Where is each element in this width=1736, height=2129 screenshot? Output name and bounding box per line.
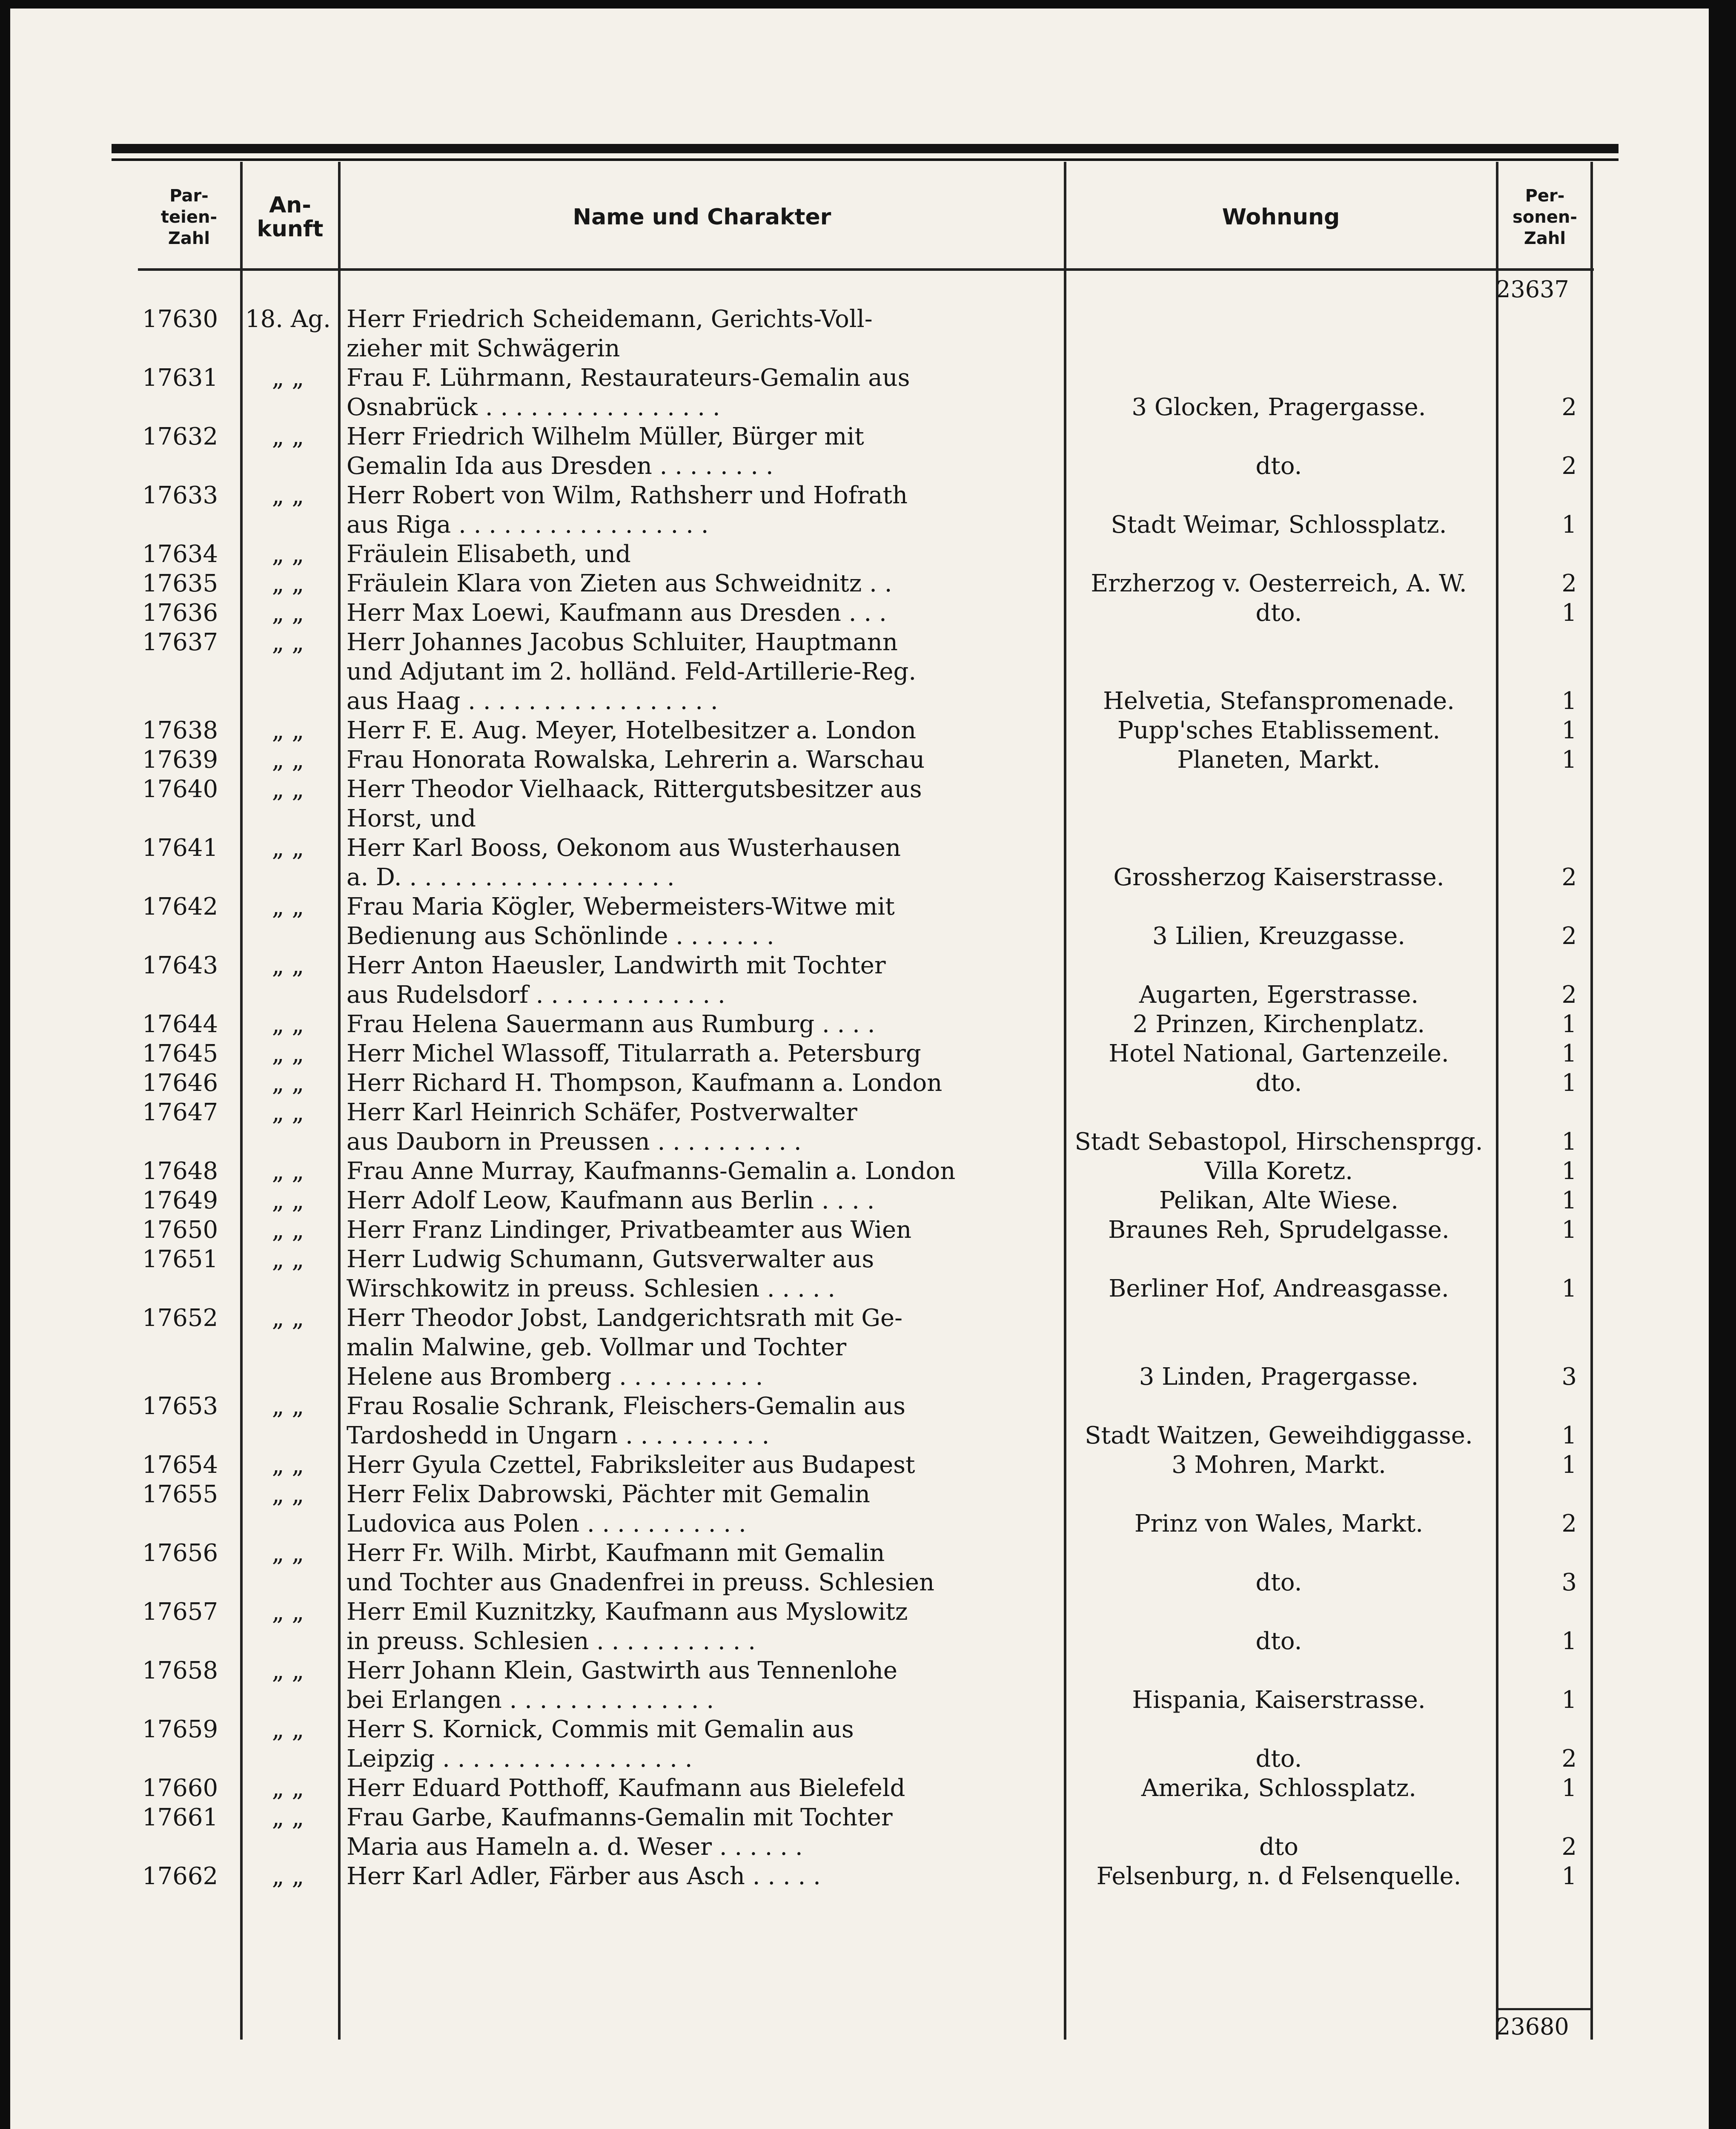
- name-cell: aus Haag . . . . . . . . . . . . . . . . .: [347, 687, 718, 715]
- name-cell: Tardoshedd in Ungarn . . . . . . . . . .: [347, 1422, 770, 1449]
- table-row: [10, 1392, 1709, 1421]
- party-number-cell: 17661: [142, 1804, 218, 1831]
- persons-cell: 1: [1561, 1627, 1577, 1655]
- table-row: [10, 1274, 1709, 1303]
- party-number-cell: 17659: [142, 1716, 218, 1743]
- persons-cell: 1: [1561, 717, 1577, 744]
- address-cell: dto.: [1255, 1569, 1302, 1596]
- name-cell: Herr Johann Klein, Gastwirth aus Tennenlohe: [347, 1657, 897, 1684]
- header-bottom-rule: [138, 268, 1594, 271]
- persons-cell: 1: [1561, 1010, 1577, 1038]
- table-row: [10, 1186, 1709, 1215]
- arrival-cell: „ „: [272, 1598, 304, 1626]
- table-row: [10, 1685, 1709, 1715]
- arrival-cell: „ „: [272, 599, 304, 627]
- party-number-cell: 17647: [142, 1099, 218, 1126]
- name-cell: Frau Honorata Rowalska, Lehrerin a. Warschau: [347, 746, 925, 774]
- arrival-cell: „ „: [272, 1157, 304, 1185]
- table-row: [10, 775, 1709, 804]
- name-cell: Herr Richard H. Thompson, Kaufmann a. London: [347, 1069, 942, 1097]
- address-cell: Grossherzog Kaiserstrasse.: [1113, 864, 1444, 891]
- arrival-cell: „ „: [272, 1392, 304, 1420]
- persons-cell: 2: [1561, 981, 1577, 1009]
- name-cell: aus Riga . . . . . . . . . . . . . . . . .: [347, 511, 709, 539]
- header-name: Name und Charakter: [573, 204, 831, 230]
- table-row: [10, 1303, 1709, 1333]
- persons-cell: 1: [1561, 1216, 1577, 1244]
- party-number-cell: 17643: [142, 952, 218, 979]
- name-cell: Osnabrück . . . . . . . . . . . . . . . .: [347, 393, 720, 421]
- table-row: [10, 1010, 1709, 1039]
- name-cell: Herr Anton Haeusler, Landwirth mit Tochter: [347, 952, 886, 979]
- table-row: [10, 1215, 1709, 1245]
- table-row: [10, 304, 1709, 334]
- name-cell: Bedienung aus Schönlinde . . . . . . .: [347, 922, 774, 950]
- persons-cell: 1: [1561, 1422, 1577, 1449]
- arrival-cell: „ „: [272, 893, 304, 921]
- table-row: [10, 892, 1709, 921]
- persons-cell: 1: [1561, 1862, 1577, 1890]
- persons-cell: 2: [1561, 452, 1577, 480]
- total-start: 23637: [1496, 276, 1569, 303]
- party-number-cell: 17649: [142, 1187, 218, 1214]
- party-number-cell: 17633: [142, 482, 218, 509]
- address-cell: Augarten, Egerstrasse.: [1139, 981, 1419, 1009]
- table-row: [10, 686, 1709, 716]
- persons-cell: 2: [1561, 864, 1577, 891]
- name-cell: Herr Johannes Jacobus Schluiter, Hauptmann: [347, 628, 898, 656]
- party-number-cell: 17635: [142, 570, 218, 597]
- arrival-cell: „ „: [272, 1187, 304, 1214]
- name-cell: aus Dauborn in Preussen . . . . . . . . . .: [347, 1128, 802, 1156]
- address-cell: 3 Mohren, Markt.: [1172, 1451, 1386, 1479]
- table-row: [10, 1597, 1709, 1627]
- table-row: [10, 1362, 1709, 1392]
- table-row: [10, 1744, 1709, 1773]
- address-cell: Stadt Sebastopol, Hirschensprgg.: [1074, 1128, 1483, 1156]
- address-cell: 3 Lilien, Kreuzgasse.: [1152, 922, 1406, 950]
- party-number-cell: 17662: [142, 1862, 218, 1890]
- table-row: [10, 1450, 1709, 1480]
- table-row: [10, 1480, 1709, 1509]
- name-cell: bei Erlangen . . . . . . . . . . . . . .: [347, 1686, 714, 1714]
- arrival-cell: „ „: [272, 364, 304, 392]
- address-cell: Planeten, Markt.: [1177, 746, 1381, 774]
- address-cell: Hispania, Kaiserstrasse.: [1132, 1686, 1426, 1714]
- arrival-cell: „ „: [272, 775, 304, 803]
- address-cell: Villa Koretz.: [1204, 1157, 1353, 1185]
- name-cell: Maria aus Hameln a. d. Weser . . . . . .: [347, 1833, 803, 1861]
- table-row: [10, 628, 1709, 657]
- party-number-cell: 17642: [142, 893, 218, 921]
- document-page: [10, 9, 1709, 2129]
- party-number-cell: 17640: [142, 775, 218, 803]
- party-number-cell: 17650: [142, 1216, 218, 1244]
- address-cell: 2 Prinzen, Kirchenplatz.: [1132, 1010, 1425, 1038]
- address-cell: Felsenburg, n. d Felsenquelle.: [1096, 1862, 1461, 1890]
- name-cell: Herr Friedrich Wilhelm Müller, Bürger mit: [347, 423, 864, 450]
- party-number-cell: 17656: [142, 1539, 218, 1567]
- header-address: Wohnung: [1222, 204, 1340, 230]
- arrival-cell: 18. Ag.: [245, 305, 331, 333]
- arrival-cell: „ „: [272, 628, 304, 656]
- name-cell: Herr Karl Booss, Oekonom aus Wusterhausen: [347, 834, 901, 862]
- table-row: [10, 510, 1709, 539]
- address-cell: Amerika, Schlossplatz.: [1141, 1774, 1417, 1802]
- persons-cell: 2: [1561, 1510, 1577, 1538]
- arrival-cell: „ „: [272, 746, 304, 774]
- party-number-cell: 17645: [142, 1040, 218, 1067]
- name-cell: Frau F. Lührmann, Restaurateurs-Gemalin aus: [347, 364, 910, 392]
- arrival-cell: „ „: [272, 1069, 304, 1097]
- persons-cell: 3: [1561, 1363, 1577, 1391]
- name-cell: Frau Helena Sauermann aus Rumburg . . . .: [347, 1010, 875, 1038]
- name-cell: Herr Eduard Potthoff, Kaufmann aus Bielefeld: [347, 1774, 905, 1802]
- address-cell: dto.: [1255, 1745, 1302, 1773]
- name-cell: Leipzig . . . . . . . . . . . . . . . . .: [347, 1745, 693, 1773]
- arrival-cell: „ „: [272, 952, 304, 979]
- name-cell: Frau Garbe, Kaufmanns-Gemalin mit Tochter: [347, 1804, 893, 1831]
- name-cell: Herr Fr. Wilh. Mirbt, Kaufmann mit Gemalin: [347, 1539, 885, 1567]
- table-row: [10, 1245, 1709, 1274]
- name-cell: malin Malwine, geb. Vollmar und Tochter: [347, 1334, 847, 1361]
- address-cell: Pupp'sches Etablissement.: [1117, 717, 1441, 744]
- table-row: [10, 1715, 1709, 1744]
- table-row: [10, 539, 1709, 569]
- party-number-cell: 17644: [142, 1010, 218, 1038]
- arrival-cell: „ „: [272, 1040, 304, 1067]
- persons-cell: 2: [1561, 393, 1577, 421]
- name-cell: Herr Michel Wlassoff, Titularrath a. Petersburg: [347, 1040, 921, 1067]
- persons-cell: 1: [1561, 511, 1577, 539]
- persons-cell: 2: [1561, 570, 1577, 597]
- table-row: [10, 1862, 1709, 1891]
- table-row: [10, 804, 1709, 833]
- arrival-cell: „ „: [272, 1216, 304, 1244]
- table-row: [10, 1127, 1709, 1156]
- persons-cell: 1: [1561, 1451, 1577, 1479]
- table-row: [10, 716, 1709, 745]
- name-cell: zieher mit Schwägerin: [347, 335, 620, 362]
- name-cell: Gemalin Ida aus Dresden . . . . . . . .: [347, 452, 773, 480]
- header-party-number: Par- teien- Zahl: [160, 186, 218, 248]
- table-row: [10, 569, 1709, 598]
- persons-cell: 1: [1561, 687, 1577, 715]
- party-number-cell: 17638: [142, 717, 218, 744]
- persons-cell: 1: [1561, 1686, 1577, 1714]
- persons-cell: 1: [1561, 1275, 1577, 1303]
- name-cell: Herr Adolf Leow, Kaufmann aus Berlin . . . .: [347, 1187, 875, 1214]
- persons-cell: 1: [1561, 1128, 1577, 1156]
- table-row: [10, 1832, 1709, 1862]
- address-cell: dto.: [1255, 1627, 1302, 1655]
- arrival-cell: „ „: [272, 423, 304, 450]
- persons-cell: 1: [1561, 1187, 1577, 1214]
- party-number-cell: 17641: [142, 834, 218, 862]
- arrival-cell: „ „: [272, 482, 304, 509]
- table-row: [10, 1656, 1709, 1685]
- name-cell: a. D. . . . . . . . . . . . . . . . . . .: [347, 864, 675, 891]
- name-cell: Herr Theodor Vielhaack, Rittergutsbesitzer aus: [347, 775, 922, 803]
- persons-cell: 1: [1561, 746, 1577, 774]
- table-row: [10, 1773, 1709, 1803]
- persons-cell: 1: [1561, 1069, 1577, 1097]
- persons-cell: 3: [1561, 1569, 1577, 1596]
- name-cell: Herr Robert von Wilm, Rathsherr und Hofrath: [347, 482, 908, 509]
- arrival-cell: „ „: [272, 1245, 304, 1273]
- table-row: [10, 657, 1709, 686]
- arrival-cell: „ „: [272, 834, 304, 862]
- address-cell: dto: [1259, 1833, 1299, 1861]
- table-row: [10, 863, 1709, 892]
- table-row: [10, 1538, 1709, 1568]
- name-cell: Herr Gyula Czettel, Fabriksleiter aus Budapest: [347, 1451, 915, 1479]
- table-row: [10, 1068, 1709, 1098]
- address-cell: Prinz von Wales, Markt.: [1134, 1510, 1424, 1538]
- arrival-cell: „ „: [272, 1657, 304, 1684]
- table-row: [10, 1039, 1709, 1068]
- party-number-cell: 17657: [142, 1598, 218, 1626]
- name-cell: aus Rudelsdorf . . . . . . . . . . . . .: [347, 981, 725, 1009]
- persons-cell: 2: [1561, 1833, 1577, 1861]
- table-row: [10, 334, 1709, 363]
- address-cell: Stadt Waitzen, Geweihdiggasse.: [1085, 1422, 1473, 1449]
- name-cell: und Tochter aus Gnadenfrei in preuss. Schlesien: [347, 1569, 935, 1596]
- address-cell: 3 Linden, Pragergasse.: [1139, 1363, 1419, 1391]
- persons-cell: 2: [1561, 922, 1577, 950]
- table-row: [10, 1803, 1709, 1832]
- name-cell: Herr Felix Dabrowski, Pächter mit Gemalin: [347, 1481, 870, 1508]
- party-number-cell: 17660: [142, 1774, 218, 1802]
- party-number-cell: 17634: [142, 540, 218, 568]
- arrival-cell: „ „: [272, 1451, 304, 1479]
- name-cell: Herr S. Kornick, Commis mit Gemalin aus: [347, 1716, 854, 1743]
- address-cell: Hotel National, Gartenzeile.: [1109, 1040, 1449, 1067]
- name-cell: Helene aus Bromberg . . . . . . . . . .: [347, 1363, 763, 1391]
- party-number-cell: 17655: [142, 1481, 218, 1508]
- persons-cell: 1: [1561, 599, 1577, 627]
- table-row: [10, 363, 1709, 393]
- party-number-cell: 17632: [142, 423, 218, 450]
- total-end: 23680: [1496, 2013, 1569, 2040]
- table-row: [10, 481, 1709, 510]
- name-cell: Herr Theodor Jobst, Landgerichtsrath mit Ge-: [347, 1304, 903, 1332]
- top-rule: [112, 144, 1619, 153]
- table-row: [10, 1568, 1709, 1597]
- table-row: [10, 921, 1709, 951]
- name-cell: Horst, und: [347, 805, 476, 832]
- name-cell: Fräulein Elisabeth, und: [347, 540, 631, 568]
- table-row: [10, 1333, 1709, 1362]
- persons-cell: 1: [1561, 1774, 1577, 1802]
- table-row: [10, 1098, 1709, 1127]
- name-cell: Herr F. E. Aug. Meyer, Hotelbesitzer a. London: [347, 717, 917, 744]
- name-cell: Herr Karl Heinrich Schäfer, Postverwalter: [347, 1099, 857, 1126]
- arrival-cell: „ „: [272, 717, 304, 744]
- address-cell: dto.: [1255, 599, 1302, 627]
- table-row: [10, 1509, 1709, 1538]
- party-number-cell: 17631: [142, 364, 218, 392]
- persons-cell: 1: [1561, 1040, 1577, 1067]
- table-row: [10, 422, 1709, 451]
- total-end-rule: [1498, 2008, 1591, 2010]
- name-cell: Herr Karl Adler, Färber aus Asch . . . . .: [347, 1862, 821, 1890]
- arrival-cell: „ „: [272, 1539, 304, 1567]
- arrival-cell: „ „: [272, 1774, 304, 1802]
- top-rule-thin: [112, 158, 1619, 161]
- party-number-cell: 17639: [142, 746, 218, 774]
- address-cell: Stadt Weimar, Schlossplatz.: [1111, 511, 1447, 539]
- name-cell: Frau Anne Murray, Kaufmanns-Gemalin a. London: [347, 1157, 956, 1185]
- name-cell: Herr Ludwig Schumann, Gutsverwalter aus: [347, 1245, 874, 1273]
- name-cell: und Adjutant im 2. holländ. Feld-Artillerie-Reg.: [347, 658, 917, 686]
- table-row: [10, 1421, 1709, 1450]
- party-number-cell: 17648: [142, 1157, 218, 1185]
- table-row: [10, 1156, 1709, 1186]
- table-row: [10, 393, 1709, 422]
- name-cell: Ludovica aus Polen . . . . . . . . . . .: [347, 1510, 746, 1538]
- header-persons: Per- sonen- Zahl: [1513, 186, 1577, 248]
- address-cell: Helvetia, Stefanspromenade.: [1103, 687, 1455, 715]
- name-cell: Frau Maria Kögler, Webermeisters-Witwe mit: [347, 893, 895, 921]
- address-cell: Berliner Hof, Andreasgasse.: [1109, 1275, 1449, 1303]
- arrival-cell: „ „: [272, 1010, 304, 1038]
- persons-cell: 2: [1561, 1745, 1577, 1773]
- address-cell: dto.: [1255, 452, 1302, 480]
- arrival-cell: „ „: [272, 1304, 304, 1332]
- party-number-cell: 17658: [142, 1657, 218, 1684]
- party-number-cell: 17630: [142, 305, 218, 333]
- party-number-cell: 17651: [142, 1245, 218, 1273]
- table-row: [10, 598, 1709, 628]
- name-cell: Wirschkowitz in preuss. Schlesien . . . . .: [347, 1275, 836, 1303]
- party-number-cell: 17636: [142, 599, 218, 627]
- name-cell: in preuss. Schlesien . . . . . . . . . . .: [347, 1627, 756, 1655]
- party-number-cell: 17646: [142, 1069, 218, 1097]
- address-cell: dto.: [1255, 1069, 1302, 1097]
- name-cell: Frau Rosalie Schrank, Fleischers-Gemalin aus: [347, 1392, 905, 1420]
- table-row: [10, 1627, 1709, 1656]
- table-row: [10, 745, 1709, 775]
- name-cell: Fräulein Klara von Zieten aus Schweidnitz . .: [347, 570, 892, 597]
- name-cell: Herr Friedrich Scheidemann, Gerichts-Voll-: [347, 305, 873, 333]
- arrival-cell: „ „: [272, 570, 304, 597]
- address-cell: Pelikan, Alte Wiese.: [1159, 1187, 1399, 1214]
- address-cell: 3 Glocken, Pragergasse.: [1132, 393, 1426, 421]
- arrival-cell: „ „: [272, 540, 304, 568]
- table-row: [10, 451, 1709, 481]
- address-cell: Erzherzog v. Oesterreich, A. W.: [1091, 570, 1467, 597]
- address-cell: Braunes Reh, Sprudelgasse.: [1108, 1216, 1450, 1244]
- arrival-cell: „ „: [272, 1716, 304, 1743]
- arrival-cell: „ „: [272, 1481, 304, 1508]
- arrival-cell: „ „: [272, 1862, 304, 1890]
- party-number-cell: 17652: [142, 1304, 218, 1332]
- party-number-cell: 17637: [142, 628, 218, 656]
- table-row: [10, 833, 1709, 863]
- name-cell: Herr Emil Kuznitzky, Kaufmann aus Myslowitz: [347, 1598, 908, 1626]
- name-cell: Herr Franz Lindinger, Privatbeamter aus Wien: [347, 1216, 912, 1244]
- table-row: [10, 980, 1709, 1010]
- table-row: [10, 951, 1709, 980]
- persons-cell: 1: [1561, 1157, 1577, 1185]
- party-number-cell: 17653: [142, 1392, 218, 1420]
- arrival-cell: „ „: [272, 1804, 304, 1831]
- header-arrival: An- kunft: [257, 192, 324, 242]
- name-cell: Herr Max Loewi, Kaufmann aus Dresden . . .: [347, 599, 887, 627]
- arrival-cell: „ „: [272, 1099, 304, 1126]
- party-number-cell: 17654: [142, 1451, 218, 1479]
